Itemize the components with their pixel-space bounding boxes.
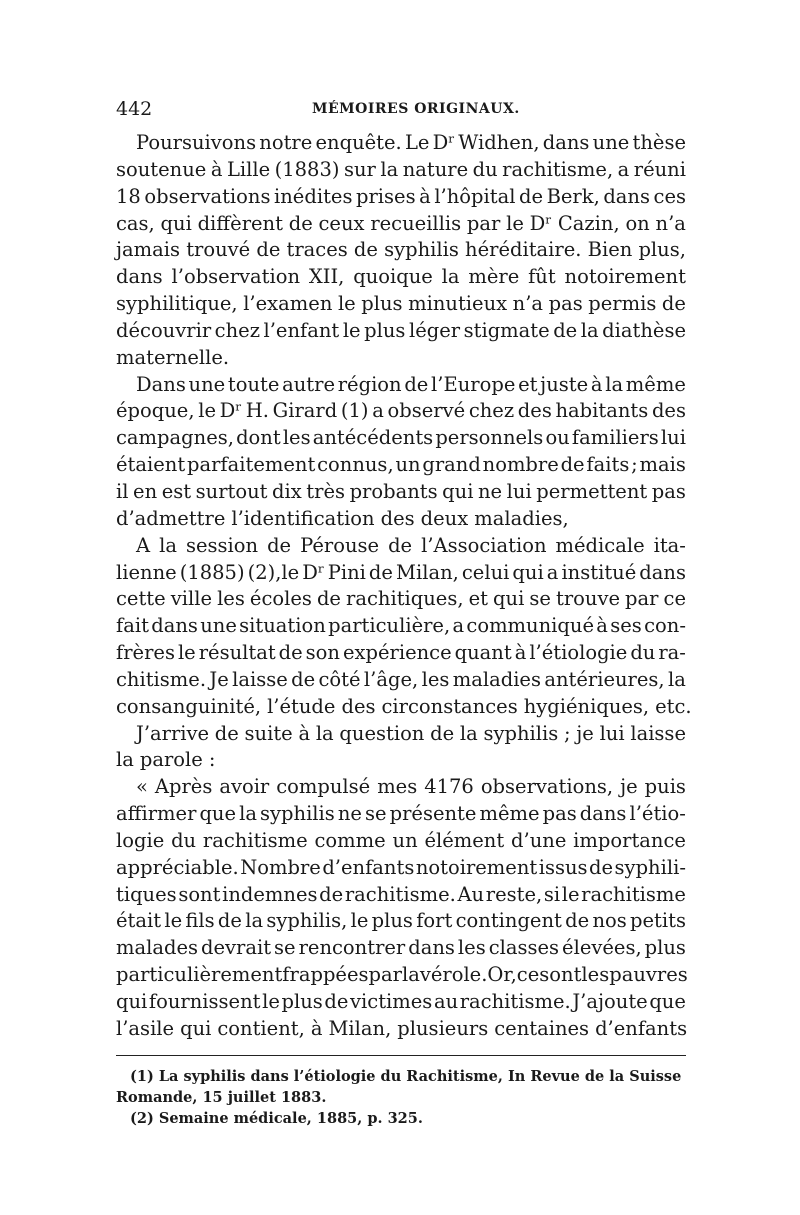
page-number: 442 xyxy=(116,98,153,120)
text-line: jamais trouvé de traces de syphilis héréditaire. Bien plus, xyxy=(116,238,686,262)
text-line: dans l’observation XII, quoique la mère fût notoirement xyxy=(116,265,686,289)
text-line: fait dans une situation particulière, a communiqué à ses con- xyxy=(116,614,686,638)
text-line: maternelle. xyxy=(116,345,230,369)
text-line: Poursuivons notre enquête. Le Dʳ Widhen, dans une thèse xyxy=(136,131,686,154)
text-line: lienne (1885) (2),le Dʳ Pini de Milan, celui qui a institué dans xyxy=(116,560,686,584)
text-line: appréciable. Nombre d’enfants notoirement issus de syphili- xyxy=(116,855,686,879)
text-line: il en est surtout dix très probants qui ne lui permettent pas xyxy=(116,479,686,503)
footnote-2: (2) Semaine médicale, 1885, p. 325. xyxy=(130,1110,423,1127)
text-line: était le fils de la syphilis, le plus fort contingent de nos petits xyxy=(116,909,686,933)
footnote-rule xyxy=(116,1055,686,1056)
text-line: frères le résultat de son expérience quant à l’étiologie du ra- xyxy=(116,641,686,665)
text-line: particulièrement frappées par la vérole. Or, ce sont les pauvres xyxy=(116,963,688,987)
text-line: « Après avoir compulsé mes 4176 observations, je puis xyxy=(136,775,686,799)
text-line: tiques sont indemnes de rachitisme. Au reste, si le rachitisme xyxy=(116,882,686,906)
text-line: Dans une toute autre région de l’Europe et juste à la même xyxy=(136,372,686,396)
body-text xyxy=(116,130,692,1043)
text-line: cette ville les écoles de rachitiques, et qui se trouve par ce xyxy=(116,587,686,611)
text-line: d’admettre l’identification des deux maladies, xyxy=(116,506,569,530)
text-line: cas, qui diffèrent de ceux recueillis par le Dʳ Cazin, on n’a xyxy=(116,211,686,235)
text-line: l’asile qui contient, à Milan, plusieurs centaines d’enfants xyxy=(116,1016,688,1040)
text-line: soutenue à Lille (1883) sur la nature du rachitisme, a réuni xyxy=(116,157,686,181)
text-line: découvrir chez l’enfant le plus léger stigmate de la diathèse xyxy=(116,318,686,342)
text-line: époque, le Dʳ H. Girard (1) a observé chez des habitants des xyxy=(116,399,686,423)
running-title: MÉMOIRES ORIGINAUX. xyxy=(312,101,520,117)
page-header xyxy=(116,98,686,124)
footnote-1-line-1: (1) La syphilis dans l’étiologie du Rachitisme, In Revue de la Suisse xyxy=(130,1068,682,1085)
text-line: étaient parfaitement connus, un grand nombre de faits ; mais xyxy=(116,453,686,477)
text-line: malades devrait se rencontrer dans les classes élevées, plus xyxy=(116,936,686,960)
text-line: chitisme. Je laisse de côté l’âge, les maladies antérieures, la xyxy=(116,667,686,691)
text-line: consanguinité, l’étude des circonstances hygiéniques, etc. xyxy=(116,694,692,718)
text-line: logie du rachitisme comme un élément d’une importance xyxy=(116,828,686,852)
footnotes xyxy=(116,1066,686,1129)
footnote-1-line-2: Romande, 15 juillet 1883. xyxy=(116,1089,327,1106)
text-line: syphilitique, l’examen le plus minutieux n’a pas permis de xyxy=(116,292,686,316)
text-line: qui fournissent le plus de victimes au rachitisme. J’ajoute que xyxy=(116,990,686,1013)
text-line: J’arrive de suite à la question de la syphilis ; je lui laisse xyxy=(136,721,686,745)
text-line: 18 observations inédites prises à l’hôpital de Berk, dans ces xyxy=(116,184,686,208)
text-line: campagnes, dont les antécédents personnels ou familiers lui xyxy=(116,426,686,450)
text-line: la parole : xyxy=(116,748,216,772)
text-line: A la session de Pérouse de l’Association médicale ita- xyxy=(136,533,686,557)
text-line: affirmer que la syphilis ne se présente même pas dans l’étio- xyxy=(116,802,686,826)
